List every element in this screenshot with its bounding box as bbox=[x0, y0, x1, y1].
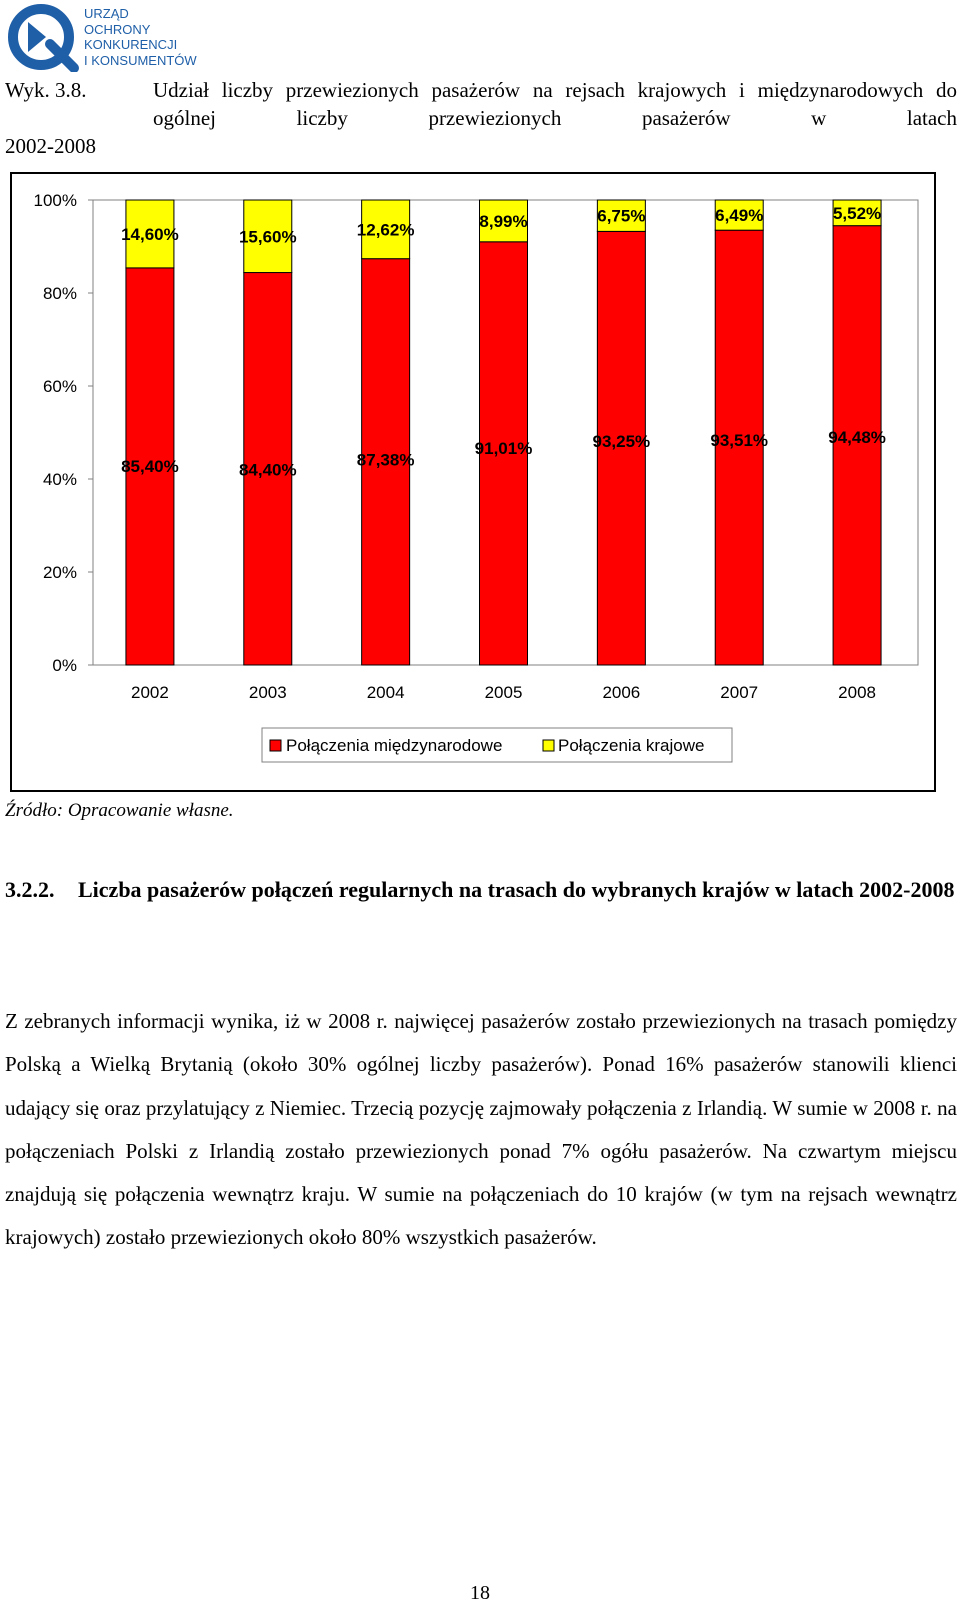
y-tick-label: 40% bbox=[42, 470, 77, 489]
legend-swatch-international bbox=[270, 740, 281, 751]
x-tick-label: 2002 bbox=[131, 683, 169, 702]
data-label-international: 93,51% bbox=[710, 430, 769, 450]
data-label-domestic: 5,52% bbox=[832, 203, 882, 223]
x-tick-label: 2004 bbox=[366, 683, 405, 702]
section-heading bbox=[5, 868, 957, 911]
body-paragraph: Z zebranych informacji wynika, iż w 2008 r. najwięcej pasażerów zostało przewiezionych na trasach pomiędzy Polską a Wielką Brytanią (około 30% ogólnej liczby pasażerów). Ponad 16% pasażerów stanowili klienci udający się oraz przylatujący z Niemiec. Trzecią pozycję zajmowały połączenia z Irlandią. W sumie w 2008 r. na połączeniach Polski z Irlandią zostało przewiezionych ponad 7% ogółu pasażerów. Na czwartym miejscu znajdują się połączenia wewnątrz kraju. W sumie na połączeniach do 10 krajów (w tym na rejsach wewnątrz krajowych) zostało przewiezionych około 80% wszystkich pasażerów. bbox=[5, 1009, 957, 1250]
x-tick-label: 2006 bbox=[602, 683, 641, 702]
uokik-logo-mark-icon bbox=[6, 2, 82, 72]
logo-line: OCHRONY bbox=[84, 21, 151, 37]
figure-caption bbox=[5, 76, 957, 160]
data-label-international: 84,40% bbox=[238, 460, 297, 480]
legend-label-domestic: Połączenia krajowe bbox=[558, 736, 705, 755]
page-number: 18 bbox=[470, 1582, 490, 1604]
data-label-domestic: 8,99% bbox=[479, 211, 528, 231]
stacked-bar-chart bbox=[12, 174, 934, 790]
figure-caption-tail: 2002-2008 bbox=[5, 134, 96, 158]
data-label-international: 85,40% bbox=[121, 457, 179, 477]
y-tick-label: 0% bbox=[52, 656, 77, 675]
y-tick-label: 80% bbox=[42, 284, 77, 303]
legend-swatch-domestic bbox=[543, 740, 554, 751]
logo-text bbox=[84, 6, 197, 68]
figure-number: Wyk. 3.8. bbox=[5, 78, 87, 102]
x-tick-label: 2007 bbox=[720, 683, 759, 702]
source-note: Źródło: Opracowanie własne. bbox=[5, 800, 234, 821]
logo-line: URZĄD bbox=[84, 6, 129, 21]
x-tick-label: 2003 bbox=[248, 683, 287, 702]
data-label-domestic: 15,60% bbox=[238, 227, 297, 247]
figure-caption-main: Udział liczby przewiezionych pasażerów na rejsach krajowych i międzynarodowych do ogólnej liczby przewiezionych pasażerów w latach bbox=[153, 78, 957, 130]
data-label-international: 87,38% bbox=[356, 450, 415, 470]
chart-frame bbox=[10, 172, 936, 792]
logo-line: I KONSUMENTÓW bbox=[84, 52, 197, 68]
figure-caption-text bbox=[153, 76, 957, 132]
y-tick-label: 100% bbox=[33, 191, 77, 210]
data-label-domestic: 14,60% bbox=[121, 224, 179, 244]
y-tick-label: 60% bbox=[42, 377, 77, 396]
data-label-international: 94,48% bbox=[828, 427, 886, 447]
logo-line: KONKURENCJI bbox=[84, 37, 178, 52]
legend-label-international: Połączenia międzynarodowe bbox=[286, 736, 503, 755]
section-number: 3.2.2. bbox=[5, 877, 55, 902]
x-tick-label: 2005 bbox=[484, 683, 523, 702]
section-title: Liczba pasażerów połączeń regularnych na trasach do wybranych krajów w latach 2002-2008 bbox=[78, 877, 955, 902]
data-label-domestic: 12,62% bbox=[356, 220, 415, 240]
data-label-domestic: 6,49% bbox=[715, 206, 764, 226]
data-label-domestic: 6,75% bbox=[597, 206, 646, 226]
data-label-international: 91,01% bbox=[474, 438, 533, 458]
y-tick-label: 20% bbox=[42, 563, 77, 582]
data-label-international: 93,25% bbox=[592, 431, 651, 451]
x-tick-label: 2008 bbox=[838, 683, 876, 702]
uokik-logo bbox=[6, 2, 216, 72]
